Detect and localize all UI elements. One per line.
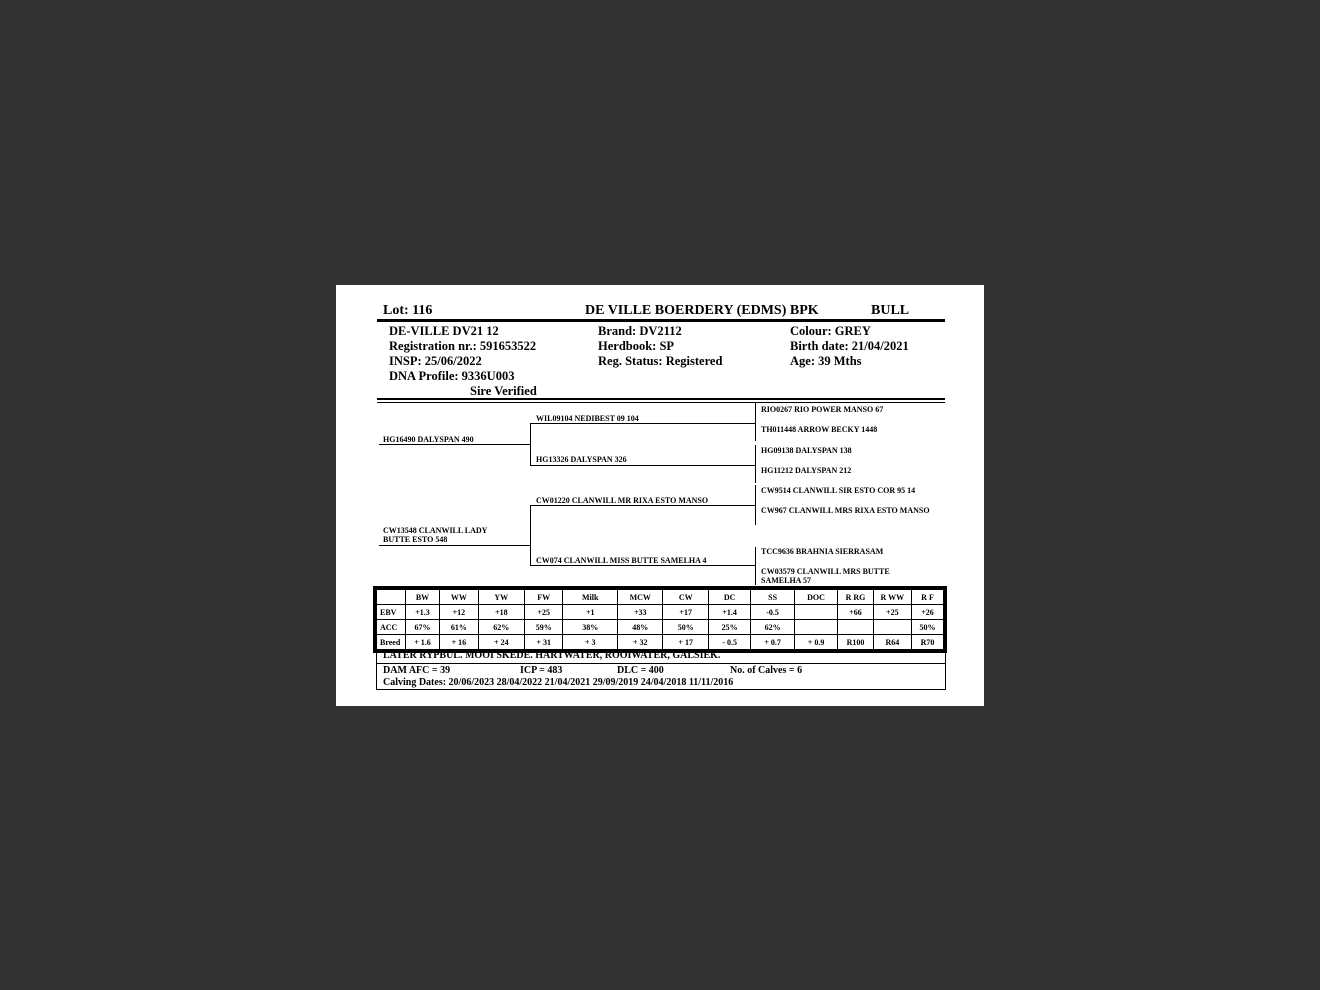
colour: Colour: GREY bbox=[790, 324, 871, 338]
icp: ICP = 483 bbox=[520, 665, 563, 676]
table-cell: +18 bbox=[478, 605, 524, 620]
header-cell: SS bbox=[751, 588, 794, 605]
header-cell: R WW bbox=[873, 588, 911, 605]
header-cell: R F bbox=[912, 588, 945, 605]
table-cell: + 31 bbox=[525, 635, 563, 652]
table-cell: +1 bbox=[563, 605, 618, 620]
table-cell: + 32 bbox=[618, 635, 663, 652]
reg-status: Reg. Status: Registered bbox=[598, 354, 723, 368]
pedigree-sire: HG16490 DALYSPAN 490 bbox=[383, 435, 474, 444]
table-cell: 48% bbox=[618, 620, 663, 635]
table-cell: 67% bbox=[405, 620, 439, 635]
remarks-divider bbox=[377, 663, 945, 664]
pedigree-dam-dam: CW074 CLANWILL MISS BUTTE SAMELHA 4 bbox=[536, 556, 707, 565]
table-cell: +25 bbox=[873, 605, 911, 620]
table-cell: + 0.7 bbox=[751, 635, 794, 652]
table-cell: 25% bbox=[708, 620, 750, 635]
pedigree-ggp-5: CW9514 CLANWILL SIR ESTO COR 95 14 bbox=[761, 486, 916, 495]
header-cell: MCW bbox=[618, 588, 663, 605]
table-cell: 50% bbox=[912, 620, 945, 635]
table-cell: +1.3 bbox=[405, 605, 439, 620]
table-cell: + 0.9 bbox=[794, 635, 837, 652]
pedigree-ggp-4: HG11212 DALYSPAN 212 bbox=[761, 466, 852, 475]
table-cell: + 17 bbox=[663, 635, 708, 652]
table-cell: +66 bbox=[838, 605, 873, 620]
table-cell bbox=[794, 605, 837, 620]
header-cell bbox=[375, 588, 405, 605]
birth-date: Birth date: 21/04/2021 bbox=[790, 339, 909, 353]
herdbook: Herdbook: SP bbox=[598, 339, 675, 353]
breeder-name: DE VILLE BOERDERY (EDMS) BPK bbox=[585, 303, 819, 318]
pedigree-dam-sire: CW01220 CLANWILL MR RIXA ESTO MANSO bbox=[536, 496, 709, 505]
pedigree-ggp-7: TCC9636 BRAHNIA SIERRASAM bbox=[761, 547, 884, 556]
registration-number: Registration nr.: 591653522 bbox=[389, 339, 537, 353]
table-cell: +12 bbox=[440, 605, 478, 620]
table-cell: 50% bbox=[663, 620, 708, 635]
header-cell: WW bbox=[440, 588, 478, 605]
pedigree-sire-sire: WIL09104 NEDIBEST 09 104 bbox=[536, 414, 639, 423]
dam-afc: DAM AFC = 39 bbox=[383, 665, 451, 676]
row-label: ACC bbox=[375, 620, 405, 635]
pedigree-ggp-2: TH011448 ARROW BECKY 1448 bbox=[761, 425, 878, 434]
table-cell: R100 bbox=[838, 635, 873, 652]
table-cell: -0.5 bbox=[751, 605, 794, 620]
header-cell: CW bbox=[663, 588, 708, 605]
lot-number: Lot: 116 bbox=[383, 303, 433, 318]
header-rule bbox=[377, 319, 945, 322]
table-cell: 59% bbox=[525, 620, 563, 635]
table-cell: + 16 bbox=[440, 635, 478, 652]
ebv-row bbox=[375, 605, 945, 620]
number-of-calves: No. of Calves = 6 bbox=[730, 665, 803, 676]
dlc: DLC = 400 bbox=[617, 665, 664, 676]
remarks: LATER RYPBUL. MOOI SKEDE. HARTWATER, ROOIWATER, GALSIEK. bbox=[383, 650, 721, 661]
table-cell: +1.4 bbox=[708, 605, 750, 620]
age: Age: 39 Mths bbox=[790, 354, 862, 368]
info-rule-top bbox=[377, 398, 945, 400]
inspection-date: INSP: 25/06/2022 bbox=[389, 354, 482, 368]
table-cell: + 1.6 bbox=[405, 635, 439, 652]
pedigree-ggp-8: CW03579 CLANWILL MRS BUTTE SAMELHA 57 bbox=[761, 567, 890, 585]
table-cell: 38% bbox=[563, 620, 618, 635]
pedigree-dam: CW13548 CLANWILL LADY BUTTE ESTO 548 bbox=[383, 526, 488, 544]
table-cell: 61% bbox=[440, 620, 478, 635]
pedigree-ggp-1: RIO0267 RIO POWER MANSO 67 bbox=[761, 405, 884, 414]
table-cell bbox=[838, 620, 873, 635]
header-cell: DOC bbox=[794, 588, 837, 605]
table-cell: +25 bbox=[525, 605, 563, 620]
pedigree-ggp-6: CW967 CLANWILL MRS RIXA ESTO MANSO bbox=[761, 506, 930, 515]
table-cell: +33 bbox=[618, 605, 663, 620]
acc-row bbox=[375, 620, 945, 635]
sale-catalogue-card bbox=[336, 285, 984, 706]
header-cell: BW bbox=[405, 588, 439, 605]
row-label: EBV bbox=[375, 605, 405, 620]
header-cell: DC bbox=[708, 588, 750, 605]
header-cell: R RG bbox=[838, 588, 873, 605]
table-cell: R64 bbox=[873, 635, 911, 652]
table-cell bbox=[794, 620, 837, 635]
table-cell: +26 bbox=[912, 605, 945, 620]
brand: Brand: DV2112 bbox=[598, 324, 682, 338]
ebv-header-row bbox=[375, 588, 945, 605]
pedigree-sire-dam: HG13326 DALYSPAN 326 bbox=[536, 455, 627, 464]
table-cell: R70 bbox=[912, 635, 945, 652]
table-cell bbox=[873, 620, 911, 635]
animal-name: DE-VILLE DV21 12 bbox=[389, 324, 499, 338]
table-cell: + 24 bbox=[478, 635, 524, 652]
header-cell: Milk bbox=[563, 588, 618, 605]
table-cell: 62% bbox=[478, 620, 524, 635]
header-cell: YW bbox=[478, 588, 524, 605]
dna-profile: DNA Profile: 9336U003 bbox=[389, 369, 515, 383]
info-rule-bottom bbox=[377, 402, 945, 403]
table-cell: + 3 bbox=[563, 635, 618, 652]
table-cell: 62% bbox=[751, 620, 794, 635]
notes-box bbox=[376, 649, 946, 690]
row-label: Breed bbox=[375, 635, 405, 652]
calving-dates: Calving Dates: 20/06/2023 28/04/2022 21/04/2021 29/09/2019 24/04/2018 11/11/2016 bbox=[383, 677, 734, 688]
sire-verified: Sire Verified bbox=[470, 384, 537, 398]
pedigree-ggp-3: HG09138 DALYSPAN 138 bbox=[761, 446, 852, 455]
animal-sex: BULL bbox=[871, 303, 910, 318]
header-cell: FW bbox=[525, 588, 563, 605]
ebv-table bbox=[373, 586, 947, 653]
table-cell: +17 bbox=[663, 605, 708, 620]
table-cell: - 0.5 bbox=[708, 635, 750, 652]
